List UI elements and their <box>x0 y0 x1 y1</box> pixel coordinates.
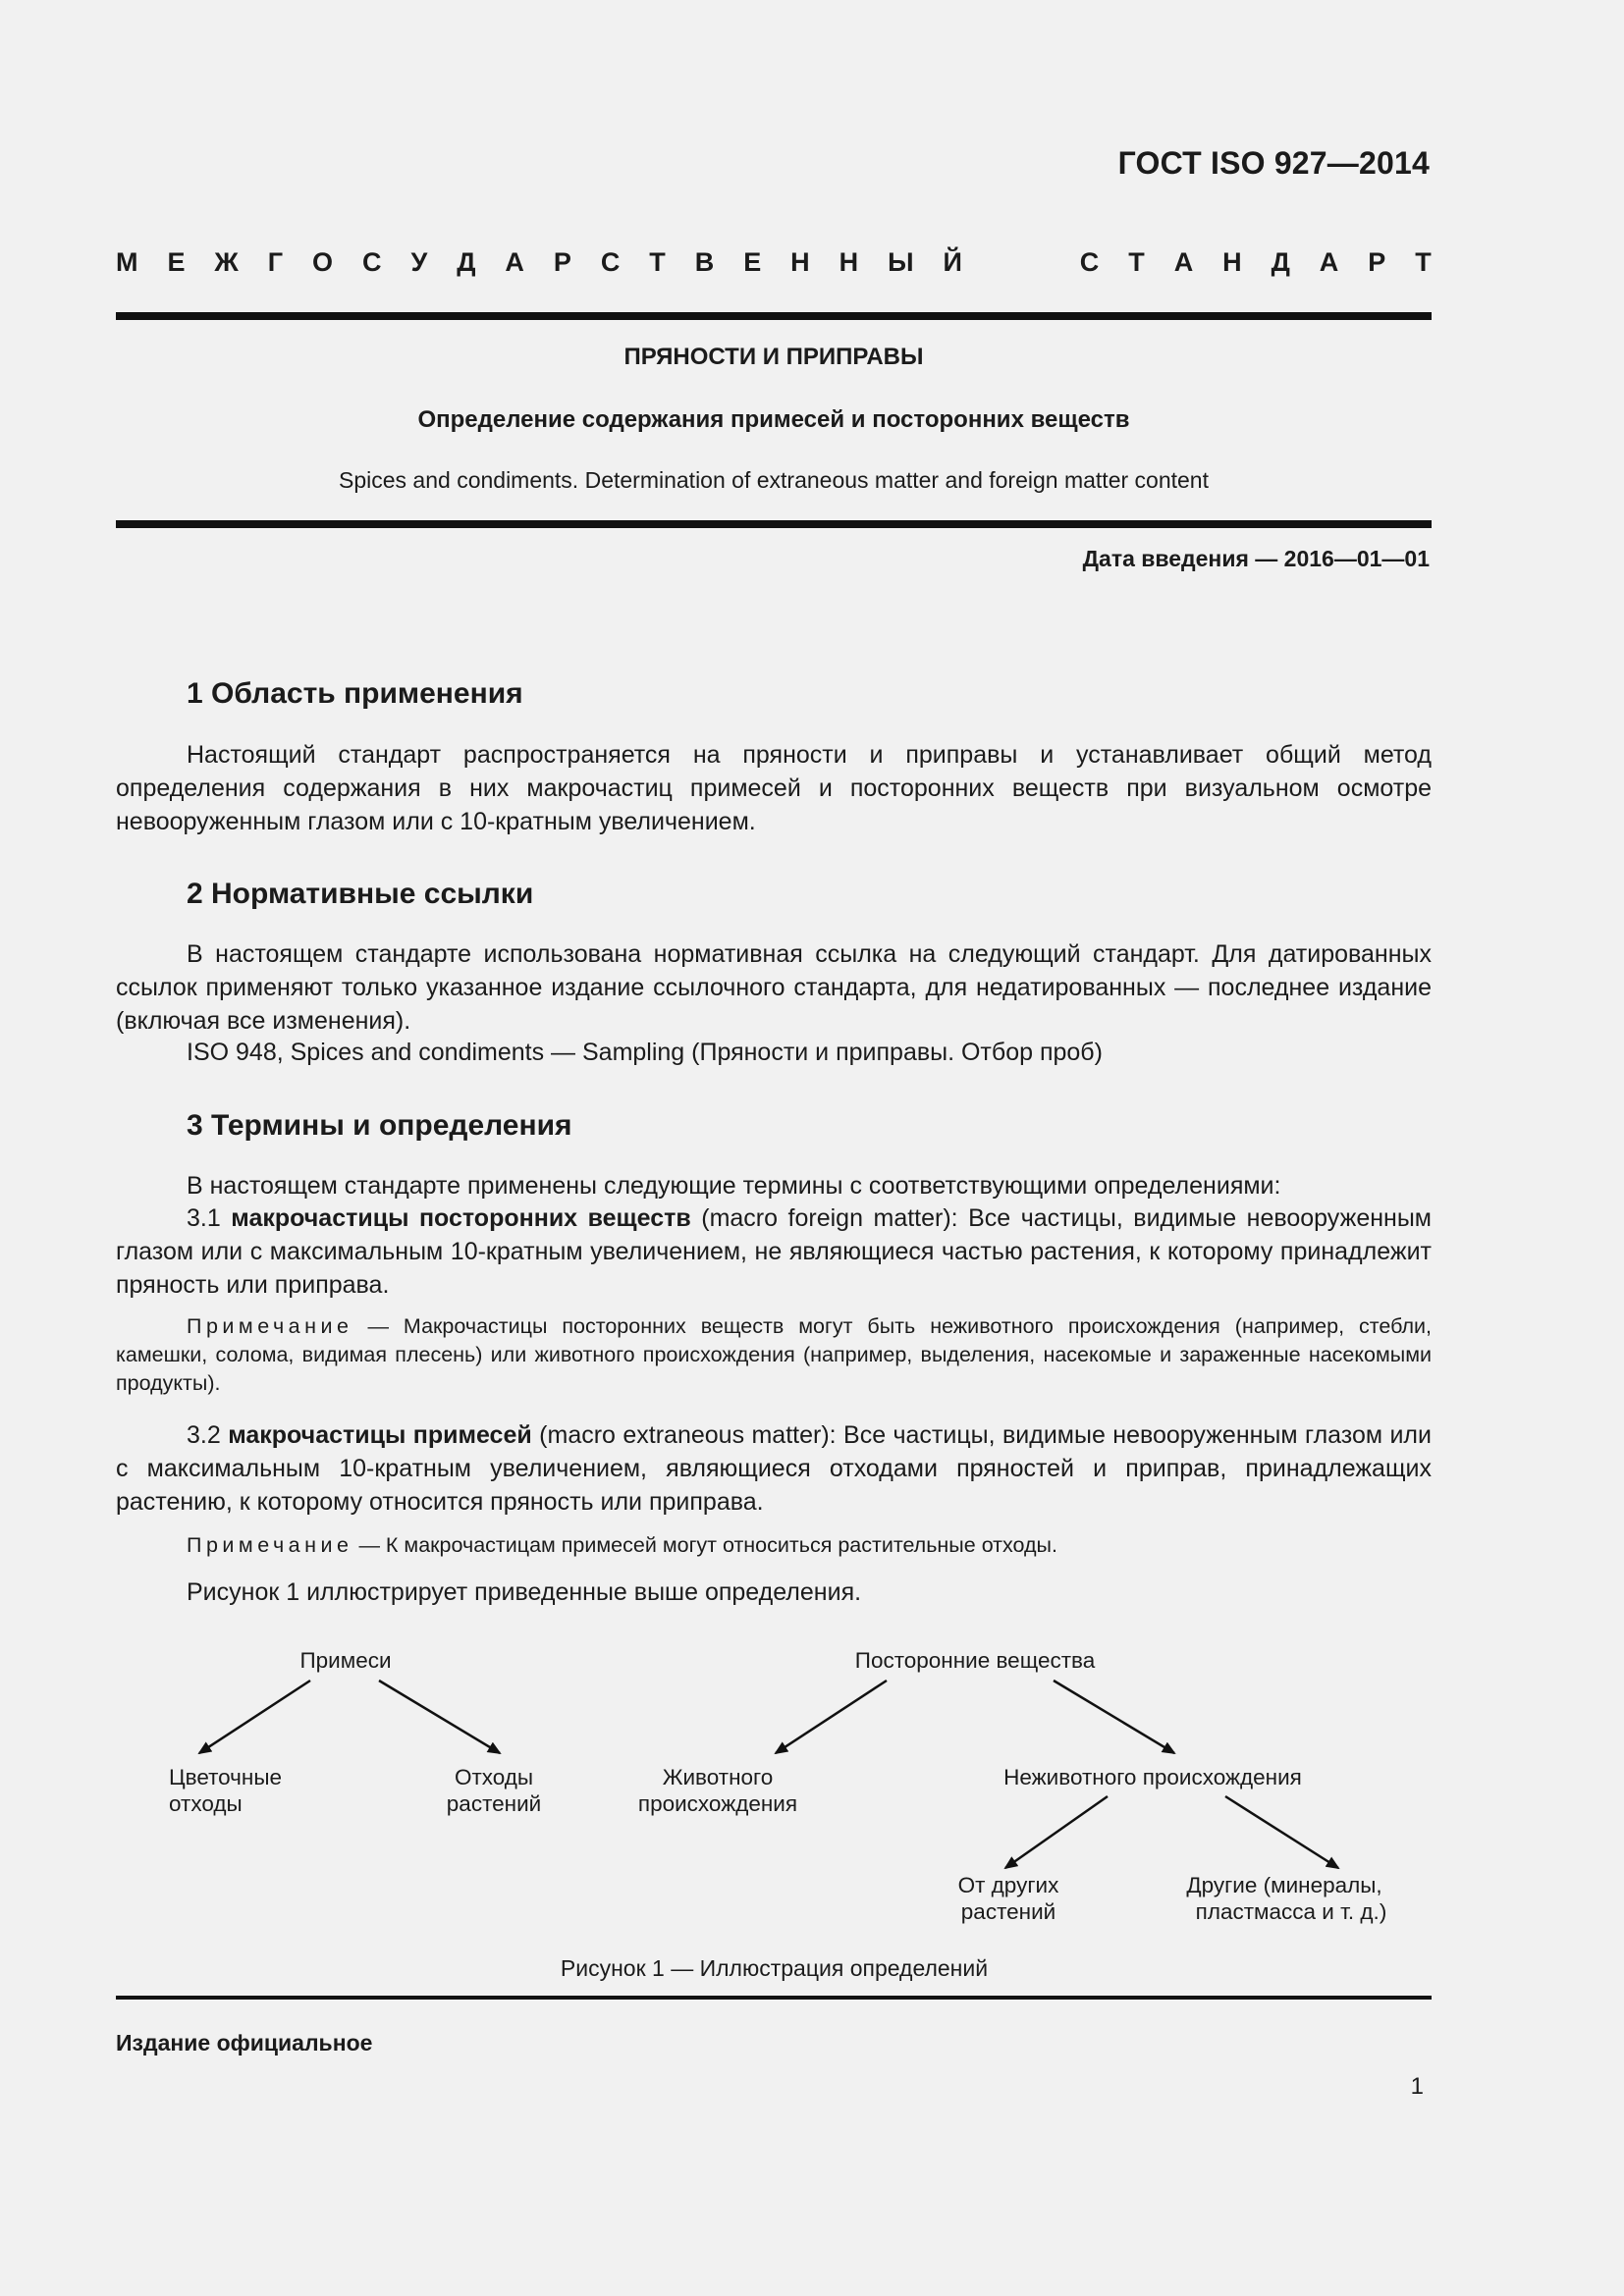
note-label: Примечание <box>187 1314 353 1338</box>
footer-rule <box>116 1996 1432 2000</box>
normative-reference: ISO 948, Spices and condiments — Sampling (Пряности и приправы. Отбор проб) <box>187 1039 1103 1066</box>
arrow-to-plant-waste <box>379 1681 500 1753</box>
arrow-to-nonanimal-origin <box>1054 1681 1174 1753</box>
official-edition: Издание официальное <box>116 2030 373 2056</box>
note-1: Примечание — Макрочастицы посторонних веществ могут быть неживотного происхождения (например, стебли, камешки, солома, видимая плесень) или животного происхождения (например, выделения, насекомые и зараженные насекомыми продукты). <box>116 1314 1432 1395</box>
other-matter-node: Другие (минералы, пластмасса и т. д.) <box>1186 1873 1387 1924</box>
document-subtitle: Определение содержания примесей и посторонних веществ <box>417 406 1130 433</box>
foreign-matter-node: Посторонние вещества <box>854 1648 1096 1673</box>
arrow-to-other-matter <box>1225 1796 1338 1868</box>
section-2-text: В настоящем стандарте использована нормативная ссылка на следующий стандарт. Для датированных ссылок применяют только указанное издание ссылочного стандарта, для недатированных — последнее издание (включая все изменения). <box>116 940 1432 1035</box>
animal-origin-node: Животного происхождения <box>637 1765 798 1816</box>
document-title: ПРЯНОСТИ И ПРИПРАВЫ <box>623 344 924 370</box>
page-number: 1 <box>1410 2073 1424 2100</box>
section-2-heading: 2 Нормативные ссылки <box>187 878 534 910</box>
arrow-to-other-plants <box>1005 1796 1108 1868</box>
section-3-heading: 3 Термины и определения <box>187 1109 572 1142</box>
section-1-heading: 1 Область применения <box>187 677 523 710</box>
top-rule <box>116 312 1432 320</box>
introduction-date: Дата введения — 2016—01—01 <box>1082 546 1430 571</box>
term-3-1: 3.1 макрочастицы посторонних веществ (macro foreign matter): Все частицы, видимые невооруженным глазом или с максимальным 10-кратным увеличением, не являющиеся частью растения, к которому принадлежит пряность или приправа. <box>116 1204 1432 1299</box>
term-3-1-name: макрочастицы посторонних веществ <box>231 1204 691 1232</box>
interstate-standard-banner: М Е Ж Г О С У Д А Р С Т В Е Н Н Ы Й С Т А Н Д А Р Т <box>116 247 1432 277</box>
figure-caption: Рисунок 1 — Иллюстрация определений <box>560 1955 989 1981</box>
english-title: Spices and condiments. Determination of extraneous matter and foreign matter content <box>339 467 1209 493</box>
term-3-2: 3.2 макрочастицы примесей (macro extraneous matter): Все частицы, видимые невооруженным глазом или с максимальным 10-кратным увеличением, являющиеся отходами пряностей и приправ, принадлежащих растению, к которому относится пряность или приправа. <box>116 1421 1432 1516</box>
figure-reference: Рисунок 1 иллюстрирует приведенные выше определения. <box>187 1578 862 1606</box>
impurities-node: Примеси <box>299 1648 392 1673</box>
note-2: Примечание — К макрочастицам примесей могут относиться растительные отходы. <box>187 1533 1057 1557</box>
standard-number: ГОСТ ISO 927—2014 <box>1117 145 1430 181</box>
title-bottom-rule <box>116 520 1432 528</box>
plant-waste-node: Отходы растений <box>446 1765 542 1816</box>
nonanimal-origin-node: Неживотного происхождения <box>1003 1765 1302 1789</box>
arrow-to-animal-origin <box>776 1681 887 1753</box>
definitions-diagram <box>0 1629 1624 1953</box>
section-3-intro: В настоящем стандарте применены следующие термины с соответствующими определениями: <box>187 1172 1281 1200</box>
floral-waste-node: Цветочные отходы <box>169 1765 283 1816</box>
other-plants-node: От других растений <box>957 1873 1059 1924</box>
section-1-text: Настоящий стандарт распространяется на пряности и приправы и устанавливает общий метод определения содержания в них макрочастиц примесей и посторонних веществ при визуальном осмотре невооруженным глазом или с 10-кратным увеличением. <box>116 741 1432 835</box>
arrow-to-floral-waste <box>199 1681 310 1753</box>
term-3-2-name: макрочастицы примесей <box>228 1421 532 1449</box>
note-label: Примечание <box>187 1533 353 1557</box>
